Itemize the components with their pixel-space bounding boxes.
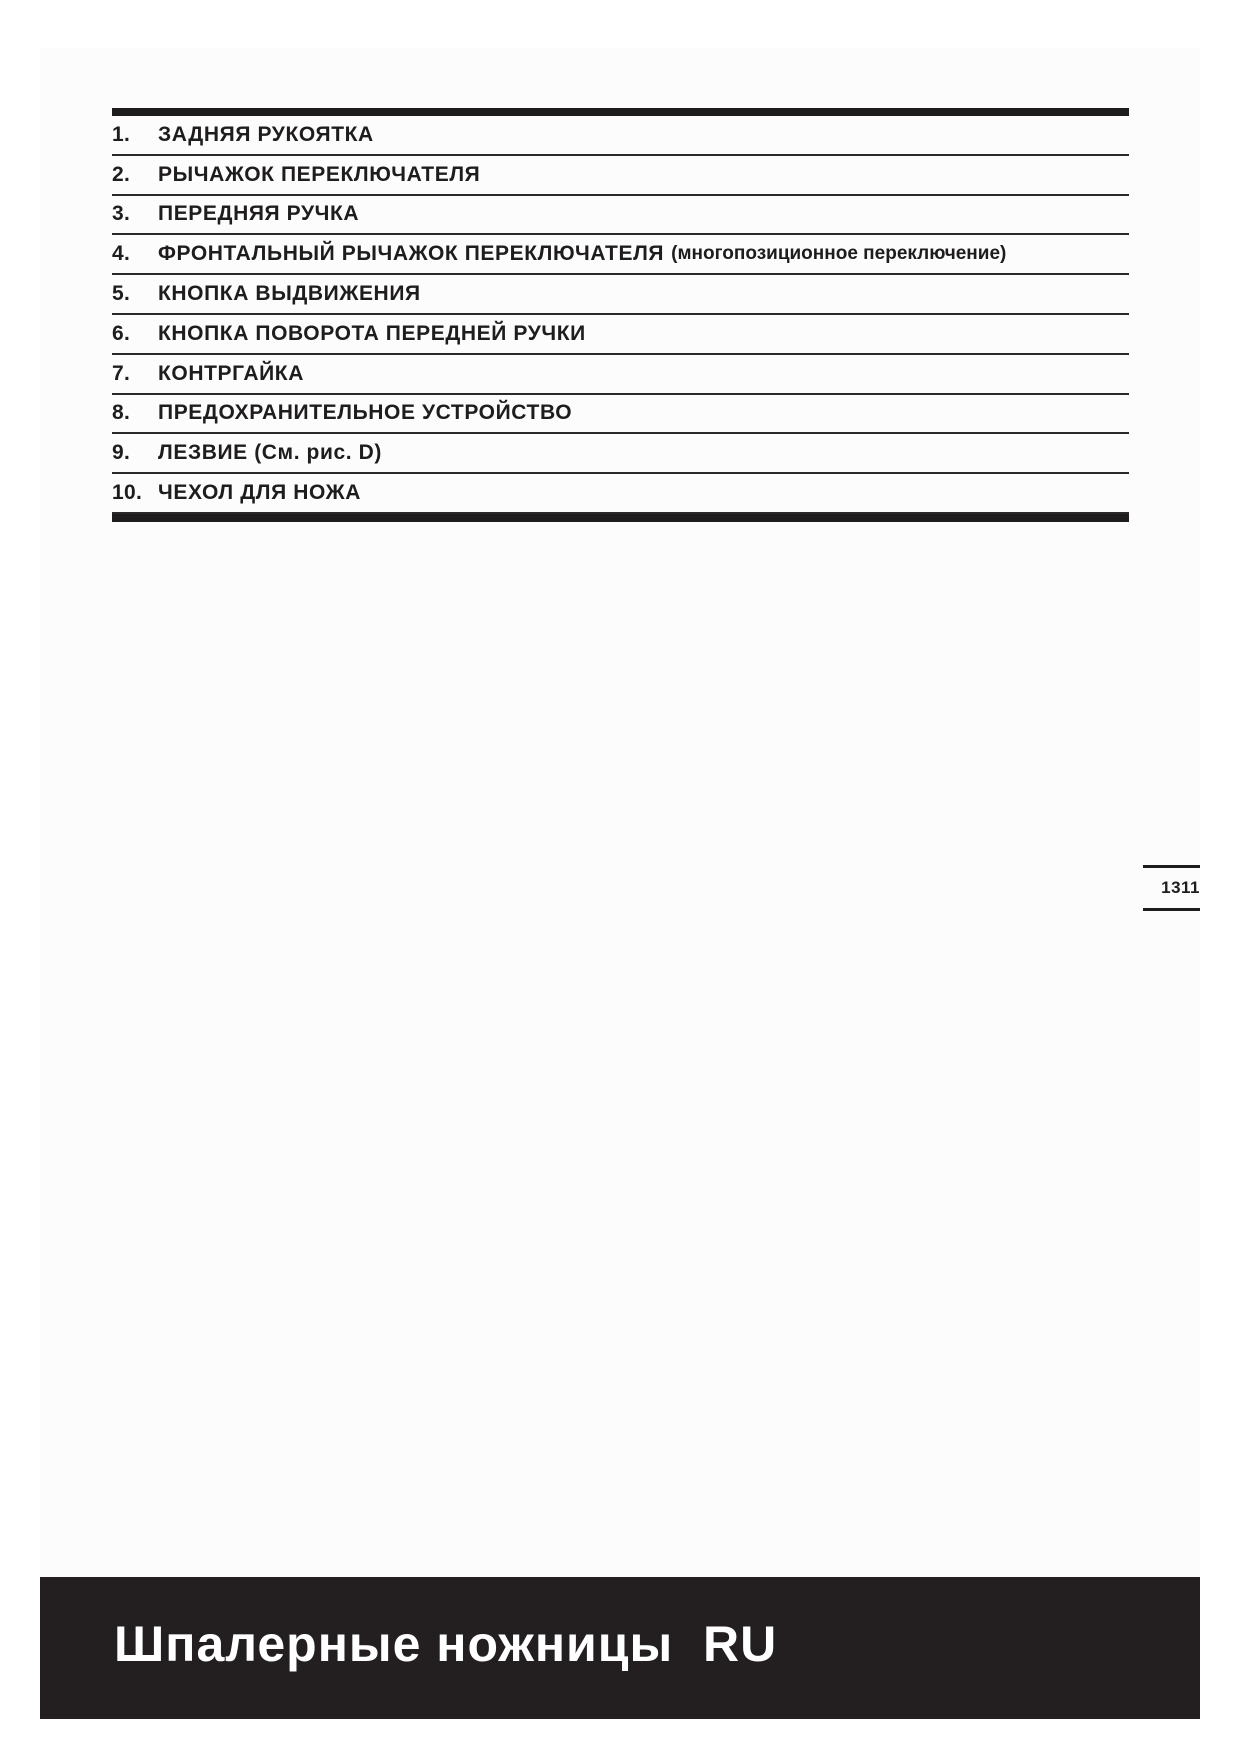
part-item-9 <box>112 434 1129 474</box>
part-number: 3. <box>112 202 131 226</box>
part-item-7 <box>112 355 1129 395</box>
bottom-rule <box>112 514 1129 522</box>
part-number: 4. <box>112 242 131 266</box>
part-item-2 <box>112 156 1129 196</box>
part-label: КНОПКА ПОВОРОТА ПЕРЕДНЕЙ РУЧКИ <box>158 321 586 345</box>
part-label: ПЕРЕДНЯЯ РУЧКА <box>158 202 360 226</box>
page-number: 1311 <box>1161 878 1200 897</box>
top-rule <box>112 108 1129 116</box>
part-label: ЧЕХОЛ ДЛЯ НОЖА <box>158 481 361 505</box>
part-label: ПРЕДОХРАНИТЕЛЬНОЕ УСТРОЙСТВО <box>158 401 573 425</box>
part-number: 9. <box>112 441 131 465</box>
part-number: 10. <box>112 481 143 505</box>
part-item-6 <box>112 315 1129 355</box>
part-number: 2. <box>112 162 131 186</box>
part-item-4 <box>112 235 1129 275</box>
part-number: 6. <box>112 321 131 345</box>
footer-band <box>40 1577 1200 1719</box>
part-label: ЛЕЗВИЕ (См. рис. D) <box>158 441 383 465</box>
parts-list <box>112 108 1129 522</box>
part-label: КНОПКА ВЫДВИЖЕНИЯ <box>158 282 421 306</box>
page-number-tab <box>1143 865 1200 911</box>
part-label: ЗАДНЯЯ РУКОЯТКА <box>158 122 374 146</box>
footer-title: Шпалерные ножницы RU <box>114 1616 778 1672</box>
part-number: 7. <box>112 361 131 385</box>
part-label: РЫЧАЖОК ПЕРЕКЛЮЧАТЕЛЯ <box>158 162 481 186</box>
part-number: 5. <box>112 282 131 306</box>
part-label: КОНТРГАЙКА <box>158 361 304 385</box>
part-number: 1. <box>112 122 131 146</box>
part-item-1 <box>112 116 1129 156</box>
part-label: ФРОНТАЛЬНЫЙ РЫЧАЖОК ПЕРЕКЛЮЧАТЕЛЯ <box>158 242 665 266</box>
part-item-10 <box>112 474 1129 514</box>
part-item-3 <box>112 196 1129 236</box>
part-number: 8. <box>112 401 131 425</box>
part-note: (многопозиционное переключение) <box>671 243 1007 265</box>
part-item-8 <box>112 395 1129 435</box>
part-item-5 <box>112 275 1129 315</box>
